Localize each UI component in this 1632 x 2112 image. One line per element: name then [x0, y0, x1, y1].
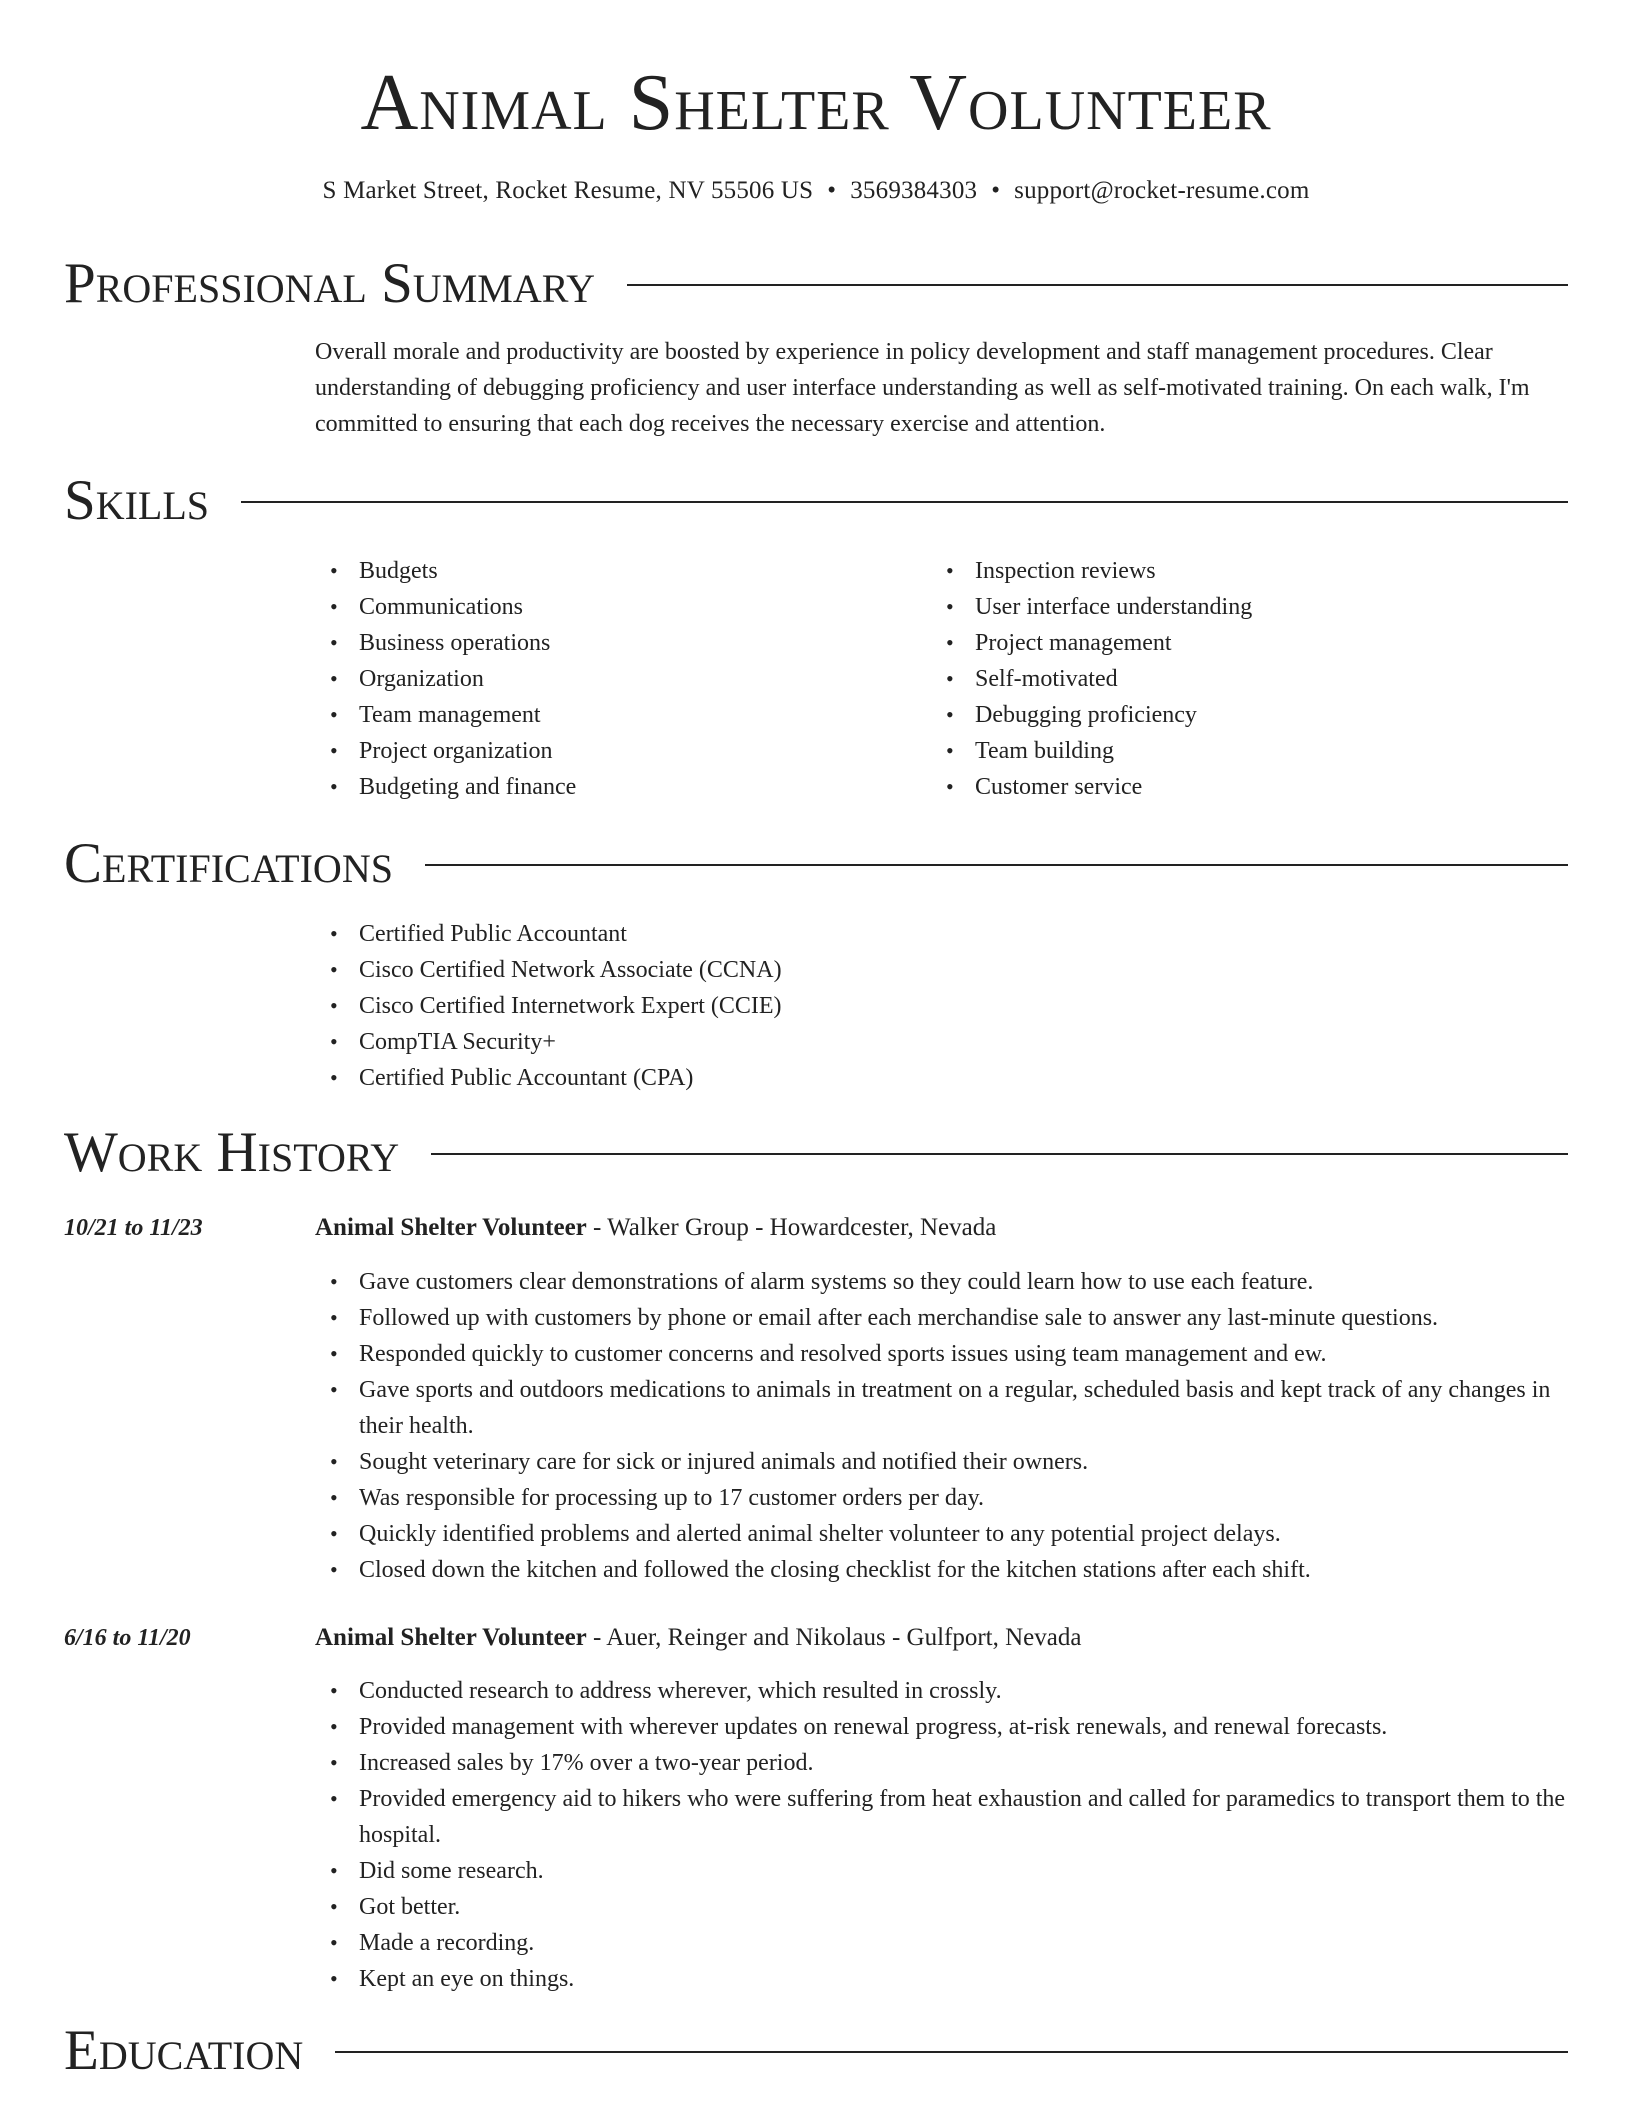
skill-item: • Team building — [931, 733, 1531, 769]
job-bullet-item: • Responded quickly to customer concerns and resolved sports issues using team management and ew. — [315, 1336, 1567, 1372]
job-bullet-item: • Did some research. — [315, 1853, 1567, 1889]
skills-right-column — [931, 553, 1531, 805]
skill-item: • Inspection reviews — [931, 553, 1531, 589]
skill-item: • Project management — [931, 625, 1531, 661]
job-heading — [315, 1620, 1567, 1656]
summary-text: Overall morale and productivity are boosted by experience in policy development and staff management procedures. Clear understanding of debugging proficiency and user interface understanding as well as self-motivated training. On each walk, I'm committed to ensuring that each dog receives the necessary exercise and attention. — [315, 339, 1530, 437]
section-divider — [335, 2051, 1568, 2053]
job-bullet-item: • Increased sales by 17% over a two-year period. — [315, 1745, 1567, 1781]
skill-item: • Budgeting and finance — [315, 769, 915, 805]
job-bullet-item: • Gave sports and outdoors medications to animals in treatment on a regular, scheduled basis and kept track of any changes in their health. — [315, 1372, 1567, 1444]
job-bullet-item: • Conducted research to address wherever, which resulted in crossly. — [315, 1673, 1567, 1709]
job-title: Animal Shelter Volunteer — [315, 1624, 587, 1651]
job-bullet-item: • Closed down the kitchen and followed the closing checklist for the kitchen stations after each shift. — [315, 1552, 1567, 1588]
section-divider — [431, 1153, 1568, 1155]
applicant-name: Animal Shelter Volunteer — [360, 59, 1272, 147]
skills-left-column — [315, 553, 915, 805]
contact-email: support@rocket-resume.com — [1014, 177, 1310, 204]
job-bullet-item: • Provided emergency aid to hikers who were suffering from heat exhaustion and called for paramedics to transport them to the hospital. — [315, 1781, 1567, 1853]
certifications-list — [315, 916, 1567, 1096]
work-history-section-header — [64, 1121, 1568, 1185]
job-dates: 6/16 to 11/20 — [64, 1625, 191, 1651]
certification-item: • Certified Public Accountant — [315, 916, 1567, 952]
skill-item: • Communications — [315, 589, 915, 625]
skill-item: • Customer service — [931, 769, 1531, 805]
skill-item: • User interface understanding — [931, 589, 1531, 625]
education-section-header — [64, 2019, 1568, 2083]
job-bullets — [315, 1264, 1567, 1588]
job-bullet-item: • Sought veterinary care for sick or injured animals and notified their owners. — [315, 1444, 1567, 1480]
skill-item: • Business operations — [315, 625, 915, 661]
certifications-heading: Certifications — [64, 832, 393, 895]
section-divider — [425, 864, 1568, 866]
contact-address: S Market Street, Rocket Resume, NV 55506 US — [322, 177, 814, 204]
certification-item: • Cisco Certified Internetwork Expert (CCIE) — [315, 988, 1567, 1024]
section-divider — [627, 284, 1568, 286]
skill-item: • Debugging proficiency — [931, 697, 1531, 733]
job-title: Animal Shelter Volunteer — [315, 1214, 587, 1241]
skill-item: • Team management — [315, 697, 915, 733]
summary-section-header — [64, 252, 1568, 316]
summary-heading: Professional Summary — [64, 252, 596, 315]
work-history-heading: Work History — [64, 1121, 400, 1184]
job-bullet-item: • Quickly identified problems and alerted animal shelter volunteer to any potential project delays. — [315, 1516, 1567, 1552]
skill-item: • Self-motivated — [931, 661, 1531, 697]
job-bullet-item: • Followed up with customers by phone or email after each merchandise sale to answer any last-minute questions. — [315, 1300, 1567, 1336]
job-bullet-item: • Got better. — [315, 1889, 1567, 1925]
job-employer: - Auer, Reinger and Nikolaus - Gulfport, Nevada — [586, 1624, 1082, 1651]
certification-item: • Certified Public Accountant (CPA) — [315, 1060, 1567, 1096]
skill-item: • Organization — [315, 661, 915, 697]
job-dates: 10/21 to 11/23 — [64, 1215, 203, 1241]
skills-section-header — [64, 469, 1568, 533]
section-divider — [241, 501, 1568, 503]
skill-item: • Project organization — [315, 733, 915, 769]
skill-item: • Budgets — [315, 553, 915, 589]
certifications-section-header — [64, 832, 1568, 896]
job-bullet-item: • Provided management with wherever updates on renewal progress, at-risk renewals, and renewal forecasts. — [315, 1709, 1567, 1745]
job-bullet-item: • Kept an eye on things. — [315, 1961, 1567, 1997]
job-employer: - Walker Group - Howardcester, Nevada — [586, 1214, 997, 1241]
contact-separator: • — [827, 177, 837, 204]
certification-item: • CompTIA Security+ — [315, 1024, 1567, 1060]
job-bullet-item: • Was responsible for processing up to 17 customer orders per day. — [315, 1480, 1567, 1516]
education-heading: Education — [64, 2019, 304, 2082]
contact-separator: • — [991, 177, 1001, 204]
skills-heading: Skills — [64, 469, 210, 532]
certification-item: • Cisco Certified Network Associate (CCNA) — [315, 952, 1567, 988]
job-bullets — [315, 1673, 1567, 1997]
contact-line — [64, 174, 1568, 208]
contact-phone: 3569384303 — [850, 177, 978, 204]
job-heading — [315, 1210, 1567, 1246]
job-bullet-item: • Gave customers clear demonstrations of alarm systems so they could learn how to use each feature. — [315, 1264, 1567, 1300]
job-bullet-item: • Made a recording. — [315, 1925, 1567, 1961]
